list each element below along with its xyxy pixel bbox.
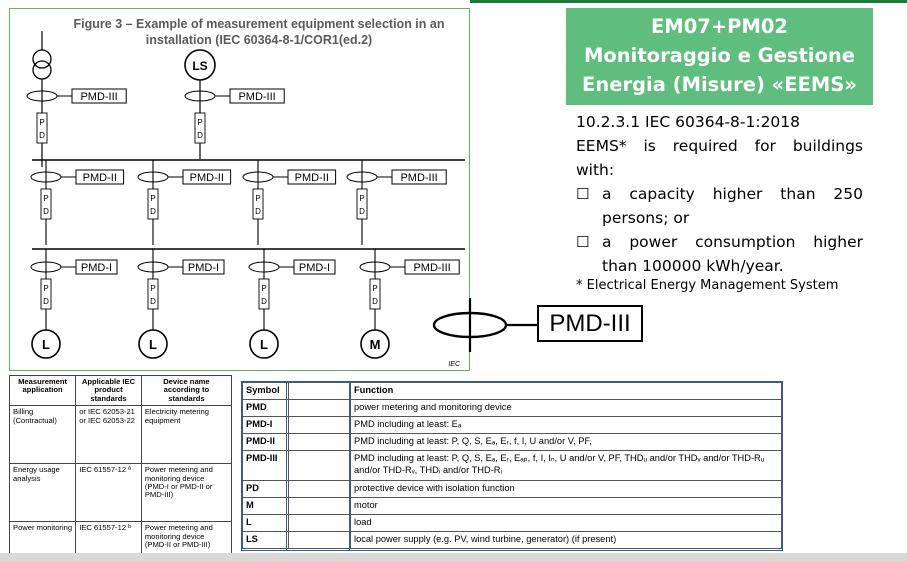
big-pmd-symbol — [430, 296, 540, 354]
top-accent-line — [470, 0, 907, 3]
table-row — [243, 451, 782, 481]
table-row — [243, 434, 782, 451]
function-cell: power metering and monitoring device — [351, 400, 782, 417]
symbol-cell: PD — [243, 481, 289, 498]
col-product-standards: Applicable IEC product standards — [76, 376, 142, 406]
load-label-2: L — [149, 337, 157, 352]
bullet-consumption — [576, 230, 863, 278]
title-line2: Monitoraggio e Gestione — [583, 44, 855, 67]
function-cell: local power supply (e.g. PV, wind turbine, generator) (if present) — [351, 532, 782, 549]
ls-label: LS — [192, 59, 208, 73]
symbol-cell: PMD-II — [243, 434, 289, 451]
pd-top-1-p: P — [39, 118, 45, 127]
table-row — [243, 400, 782, 417]
pmd-top-label-2: PMD-III — [238, 91, 276, 103]
pd-row3-1-d: D — [43, 297, 49, 306]
transformer-icon — [33, 50, 51, 68]
load-label-4: M — [369, 337, 381, 352]
table-row — [243, 481, 782, 498]
pd-row3-2-p: P — [150, 284, 156, 293]
symbol-cell: M — [243, 498, 289, 515]
pmd-row2-label-3: PMD-II — [294, 172, 329, 184]
symbol-function-table — [242, 382, 782, 549]
symbol-cell: L — [243, 515, 289, 532]
pd-row2-2-p: P — [150, 194, 156, 203]
pd-row3-4-d: D — [372, 297, 378, 306]
figure-title-line1: Figure 3 – Example of measurement equipment selection in an — [73, 17, 445, 31]
pd-row3-2-d: D — [150, 297, 156, 306]
pd-row2-4-p: P — [359, 194, 365, 203]
intro-line2: with: — [576, 161, 615, 179]
eems-requirements — [576, 110, 863, 278]
table-row — [243, 515, 782, 532]
function-cell: PMD including at least: P, Q, S, Eₐ, Eᵣ, Eₐₚ, f, I, Iₙ, U and/or V, PF, THDᵤ and/or THDᵥ and/or THD-Rᵤ and/or THD-Rᵥ, THDᵢ and/or THD-Rᵢ — [351, 451, 782, 481]
bullet2-line1: a power consumption higher — [602, 233, 863, 251]
table-row — [243, 417, 782, 434]
pd-row2-3-d: D — [255, 207, 261, 216]
figure-panel — [9, 8, 470, 371]
table-row: Power monitoring IEC 61557-12 ᵇ Power metering and monitoring device (PMD-II or PMD-III) — [10, 522, 232, 561]
checkbox-icon: ☐ — [576, 233, 590, 251]
bullet2-line2: than 100000 kWh/year. — [602, 257, 784, 275]
bullet1-line1: a capacity higher than 250 — [602, 185, 863, 203]
single-line-diagram — [10, 9, 471, 372]
function-cell: load — [351, 515, 782, 532]
table-row: Energy usage analysis IEC 61557-12 ª Power metering and monitoring device (PMD-I or PMD-II or PMD-III) — [10, 464, 232, 522]
transformer-icon — [33, 61, 51, 79]
symbol-cell: PMD-I — [243, 417, 289, 434]
bullet-capacity — [576, 182, 863, 230]
pd-row3-4-p: P — [372, 284, 378, 293]
title-box — [566, 8, 873, 105]
pd-row2-1-d: D — [43, 207, 49, 216]
function-cell: motor — [351, 498, 782, 515]
symbol-cell: LS — [243, 532, 289, 549]
pd-row3-3-d: D — [261, 297, 267, 306]
pd-top-2-d: D — [197, 131, 203, 140]
pd-row2-4-d: D — [359, 207, 365, 216]
footnote: * Electrical Energy Management System — [576, 278, 839, 293]
pd-row3-1-p: P — [43, 284, 49, 293]
col-device-name: Device name according to standards — [141, 376, 231, 406]
title-line1: EM07+PM02 — [650, 15, 789, 38]
pd-row3-3-p: P — [261, 284, 267, 293]
pmd-row3-label-2: PMD-I — [187, 262, 220, 274]
pmd-row2-label-4: PMD-III — [400, 172, 438, 184]
pmd-row3-label-4: PMD-III — [413, 262, 451, 274]
pmd-row3-label-1: PMD-I — [80, 262, 113, 274]
table-row — [243, 532, 782, 549]
function-cell: protective device with isolation function — [351, 481, 782, 498]
symbol-cell: PMD — [243, 400, 289, 417]
big-pmd-label: PMD-III — [537, 305, 643, 342]
pd-row2-1-p: P — [43, 194, 49, 203]
measurement-application-table — [9, 375, 232, 561]
pmd-row3-label-3: PMD-I — [298, 262, 331, 274]
table-row — [243, 498, 782, 515]
pd-row2-2-d: D — [150, 207, 156, 216]
pmd-top-label-1: PMD-III — [80, 91, 118, 103]
figure-title-line2: installation (IEC 60364-8-1/COR1(ed.2) — [145, 33, 373, 47]
checkbox-icon: ☐ — [576, 185, 590, 203]
col-symbol: Symbol — [243, 383, 289, 400]
symbol-cell: PMD-III — [243, 451, 289, 481]
pmd-row2-label-2: PMD-II — [189, 172, 224, 184]
intro-line1: EEMS* is required for buildings — [576, 137, 863, 155]
pd-top-2-p: P — [197, 118, 203, 127]
table-row: Billing (Contractual) or IEC 62053-21 or IEC 62053-22 Electricity metering equipment — [10, 406, 232, 464]
pd-row2-3-p: P — [255, 194, 261, 203]
iec-source-label: IEC — [448, 361, 460, 368]
bullet1-line2: persons; or — [602, 209, 690, 227]
load-label-1: L — [42, 337, 50, 352]
load-label-3: L — [260, 337, 268, 352]
col-function: Function — [351, 383, 782, 400]
title-line3: Energia (Misure) «EEMS» — [582, 73, 857, 96]
pd-top-1-d: D — [39, 131, 45, 140]
pmd-row2-label-1: PMD-II — [82, 172, 117, 184]
function-cell: PMD including at least: P, Q, S, Eₐ, Eᵣ, f, I, U and/or V, PF, — [351, 434, 782, 451]
bottom-bar — [0, 553, 907, 561]
col-measurement-application: Measurement application — [10, 376, 76, 406]
function-cell: PMD including at least: Eₐ — [351, 417, 782, 434]
standard-reference: 10.2.3.1 IEC 60364-8-1:2018 — [576, 113, 801, 131]
